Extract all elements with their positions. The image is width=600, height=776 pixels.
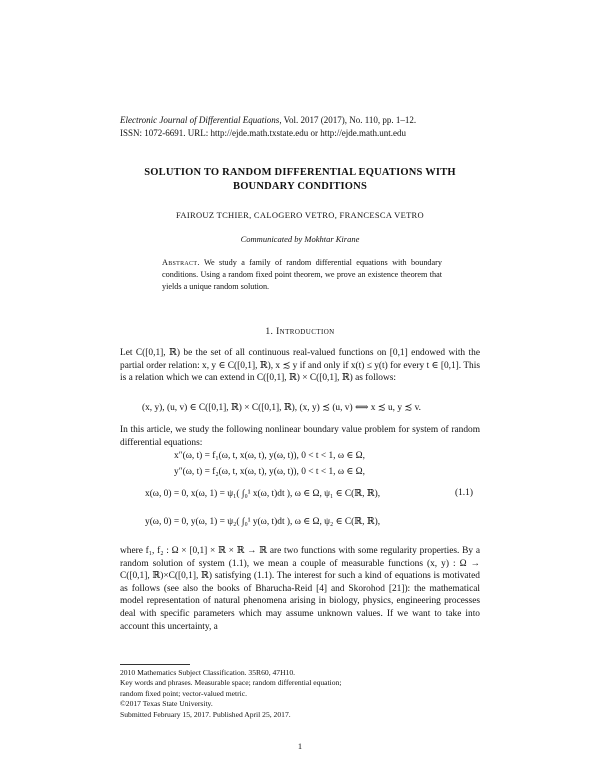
abstract: [162, 257, 442, 293]
equation-4: y(ω, 0) = 0, y(ω, 1) = ψ₂( ∫₀¹ y(ω, t)dt ), ω ∈ Ω, ψ₂ ∈ C(ℝ, ℝ),: [145, 517, 381, 527]
section-heading: 1. Introduction: [265, 327, 335, 337]
journal-citation: [120, 114, 490, 127]
footnote-copyright: ©2017 Texas State University.: [120, 699, 213, 709]
authors: FAIROUZ TCHIER, CALOGERO VETRO, FRANCESCA VETRO: [176, 210, 424, 220]
footnote-keywords: Key words and phrases. Measurable space; random differential equation;: [120, 678, 342, 688]
title-line-2: BOUNDARY CONDITIONS: [232, 181, 367, 192]
issn-line: ISSN: 1072-6691. URL: http://ejde.math.txstate.edu or http://ejde.math.unt.edu: [120, 128, 406, 138]
page-number: 1: [297, 741, 303, 751]
equation-number: (1.1): [455, 488, 473, 498]
footnote-msc: 2010 Mathematics Subject Classification. 35R60, 47H10.: [120, 668, 296, 677]
equation-1: x″(ω, t) = f₁(ω, t, x(ω, t), y(ω, t)), 0 < t < 1, ω ∈ Ω,: [174, 451, 365, 461]
intro-paragraph-2: In this article, we study the following nonlinear boundary value problem for system of random differential equations:: [120, 425, 480, 448]
footnote-keywords-cont: random fixed point; vector-valued metric.: [120, 688, 247, 698]
journal-header: [120, 114, 490, 140]
paper-title: [110, 166, 490, 194]
intro-paragraph-1: Let C([0,1], ℝ) be the set of all continuous real-valued functions on [0,1] endowed with the partial order relation: x, y ∈ C([0,1], ℝ), x ≾ y if and only if x(t) ≤ y(t) for every t ∈ [0,1]. This is a relation which we can extend in C([0,1], ℝ) × C([0,1], ℝ) as follows:: [120, 348, 480, 384]
journal-name: Electronic Journal of Differential Equations: [120, 115, 280, 125]
order-equation: (x, y), (u, v) ∈ C([0,1], ℝ) × C([0,1], ℝ), (x, y) ≾ (u, v) ⟺ x ≾ u, y ≾ v.: [142, 403, 422, 413]
footnote-dates: Submitted February 15, 2017. Published April 25, 2017.: [120, 709, 291, 719]
abstract-text: We study a family of random differential equations with boundary conditions. Using a random fixed point theorem, we prove an existence theorem that yields a unique random solution.: [162, 258, 442, 291]
footnote-rule: [120, 664, 190, 665]
communicated-by: Communicated by Mokhtar Kirane: [240, 234, 360, 244]
abstract-label: Abstract.: [162, 258, 200, 267]
footnotes: [120, 668, 480, 720]
intro-paragraph-3: where f₁, f₂ : Ω × [0,1] × ℝ × ℝ → ℝ are two functions with some regularity properties. By a random solution of system (1.1), we mean a couple of measurable functions (x, y) : Ω → C([0,1], ℝ)×C([0,1], ℝ) satisfying (1.1). The interest for such a kind of equations is motivated as follows (see also the books of Bharucha-Reid [4] and Skorohod [21]): the mathematical model representation of natural phenomena arising in biology, physics, engineering processes deal with specific parameters which may assume unknown values. If we want to take into account this uncertainty, a: [120, 546, 480, 632]
title-line-1: SOLUTION TO RANDOM DIFFERENTIAL EQUATIONS WITH: [144, 167, 456, 178]
equation-3: x(ω, 0) = 0, x(ω, 1) = ψ₁( ∫₀¹ x(ω, t)dt ), ω ∈ Ω, ψ₁ ∈ C(ℝ, ℝ),: [145, 489, 381, 499]
equation-2: y″(ω, t) = f₂(ω, t, x(ω, t), y(ω, t)), 0 < t < 1, ω ∈ Ω,: [174, 467, 365, 477]
journal-details: , Vol. 2017 (2017), No. 110, pp. 1–12.: [279, 115, 417, 125]
